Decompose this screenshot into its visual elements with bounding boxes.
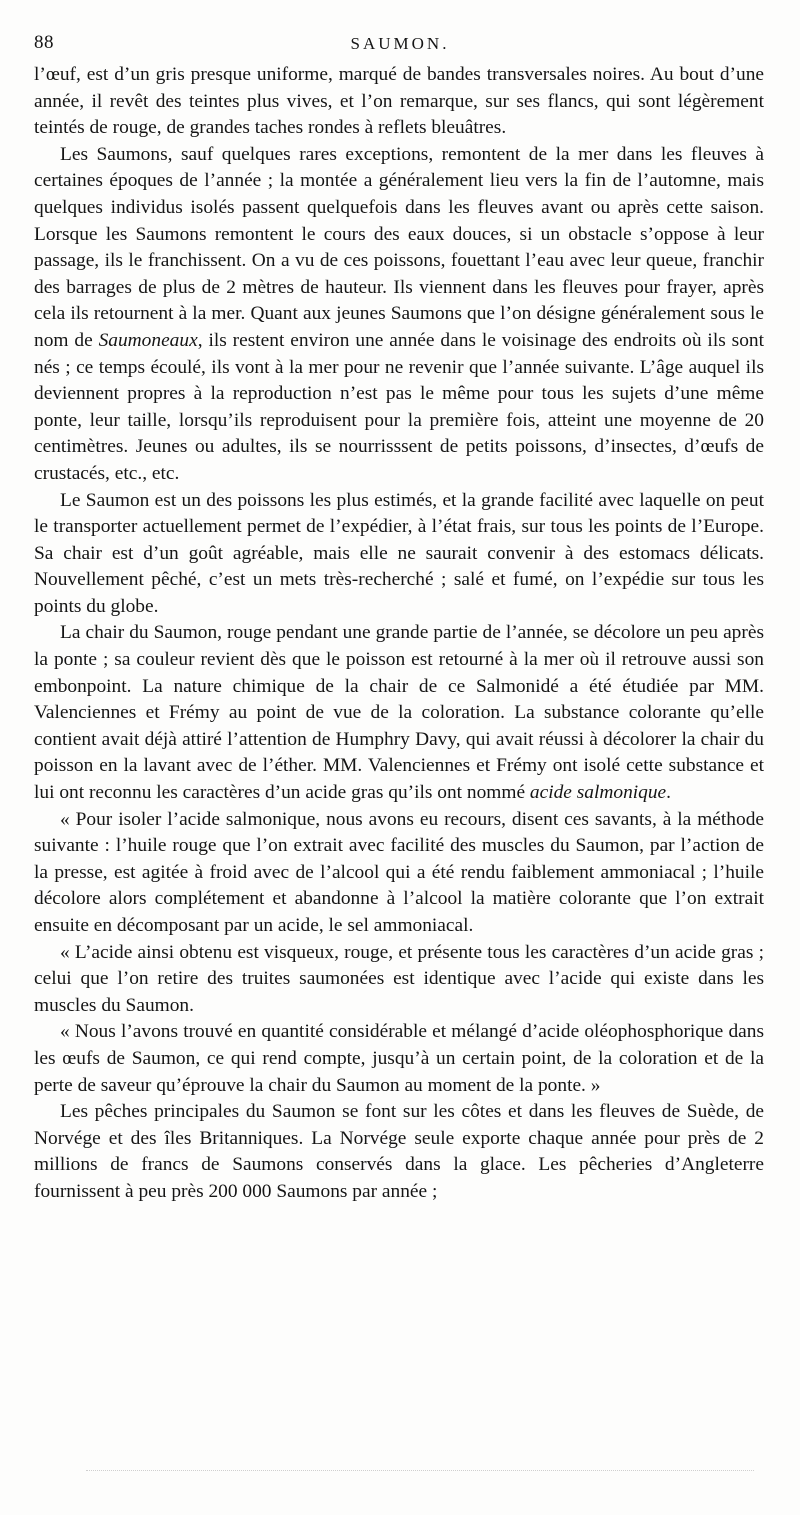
footer-rule (86, 1470, 754, 1471)
page-number: 88 (34, 32, 54, 53)
paragraph (34, 1099, 764, 1205)
text-run: Les pêches principales du Saumon se font sur les côtes et dans les fleuves de Suède, de Norvége et des îles Britanniques. La Norvége seule exporte chaque année pour près de 2 millions de francs de Saumons conservés dans la glace. Les pêcheries d’Angleterre fournissent à peu près 200 000 Saumons par année ; (34, 1101, 764, 1202)
paragraph (34, 62, 764, 142)
paragraph (34, 940, 764, 1020)
italic-term: Saumoneaux (98, 329, 198, 351)
text-run: Les Saumons, sauf quelques rares exceptions, remontent de la mer dans les fleuves à certaines époques de l’année ; la montée a généralement lieu vers la fin de l’automne, mais quelques individus isolés passent quelquefois dans les fleuves avant ou après cette saison. Lorsque les Saumons remontent le cours des eaux douces, si un obstacle s’oppose à leur passage, ils le franchissent. On a vu de ces poissons, fouettant l’eau avec leur queue, franchir des barrages de plus de 2 mètres de hauteur. Ils viennent dans les fleuves pour frayer, après cela ils retournent à la mer. Quant aux jeunes Saumons que l’on désigne généralement sous le nom de (34, 143, 764, 351)
paragraph (34, 488, 764, 621)
text-run: . (666, 782, 672, 804)
running-title: SAUMON. (350, 34, 450, 53)
paragraph (34, 142, 764, 488)
paragraph (34, 1019, 764, 1099)
paragraph (34, 620, 764, 806)
paragraph (34, 807, 764, 940)
text-run: « Pour isoler l’acide salmonique, nous avons eu recours, disent ces savants, à la méthode suivante : l’huile rouge que l’on extrait avec facilité des muscles du Saumon, par l’action de la presse, est agitée à froid avec de l’alcool qui a été rendu faiblement ammoniacal ; l’huile décolore alors complétement et abandonne à l’alcool la matière colorante que l’on extrait ensuite en décomposant par un acide, le sel ammoniacal. (34, 808, 764, 936)
text-run: « L’acide ainsi obtenu est visqueux, rouge, et présente tous les caractères d’un acide gras ; celui que l’on retire des truites saumonées est identique avec l’acide qui existe dans les muscles du Saumon. (34, 941, 764, 1016)
italic-term: acide salmonique (529, 782, 667, 804)
text-run: Le Saumon est un des poissons les plus estimés, et la grande facilité avec laquelle on peut le transporter actuellement permet de l’expédier, à l’état frais, sur tous les points de l’Europe. Sa chair est d’un goût agréable, mais elle ne saurait convenir à des estomacs délicats. Nouvellement pêché, c’est un mets très-recherché ; salé et fumé, on l’expédie sur tous les points du globe. (34, 489, 764, 617)
text-run: La chair du Saumon, rouge pendant une grande partie de l’année, se décolore un peu après la ponte ; sa couleur revient dès que le poisson est retourné à la mer où il retrouve aussi son embonpoint. La nature chimique de la chair de ce Salmonidé a été étudiée par MM. Valenciennes et Frémy au point de vue de la coloration. La substance colorante qu’elle contient avait déjà attiré l’attention de Humphry Davy, qui avait réussi à décolorer la chair du poisson en la lavant avec de l’éther. MM. Valenciennes et Frémy ont isolé cette substance et lui ont reconnu les caractères d’un acide gras qu’ils ont nommé (34, 622, 764, 804)
text-run: , ils restent environ une année dans le voisinage des endroits où ils sont nés ; ce temps écoulé, ils vont à la mer pour ne revenir que l’année suivante. L’âge auquel ils deviennent propres à la reproduction n’est pas le même pour tous les sujets d’une même ponte, leur taille, lorsqu’ils reproduisent pour la première fois, atteint une moyenne de 20 centimètres. Jeunes ou adultes, ils se nourrisssent de petits poissons, d’insectes, d’œufs de crustacés, etc., etc. (34, 329, 764, 484)
text-run: l’œuf, est d’un gris presque uniforme, marqué de bandes transversales noires. Au bout d’une année, il revêt des teintes plus vives, et l’on remarque, sur ses flancs, qui sont légèrement teintés de rouge, de grandes taches rondes à reflets bleuâtres. (34, 64, 764, 139)
body-text (34, 62, 764, 1206)
page-header (34, 32, 766, 58)
text-run: « Nous l’avons trouvé en quantité considérable et mélangé d’acide oléophosphorique dans les œufs de Saumon, ce qui rend compte, jusqu’à un certain point, de la coloration et de la perte de saveur qu’éprouve la chair du Saumon au moment de la ponte. » (34, 1021, 764, 1096)
